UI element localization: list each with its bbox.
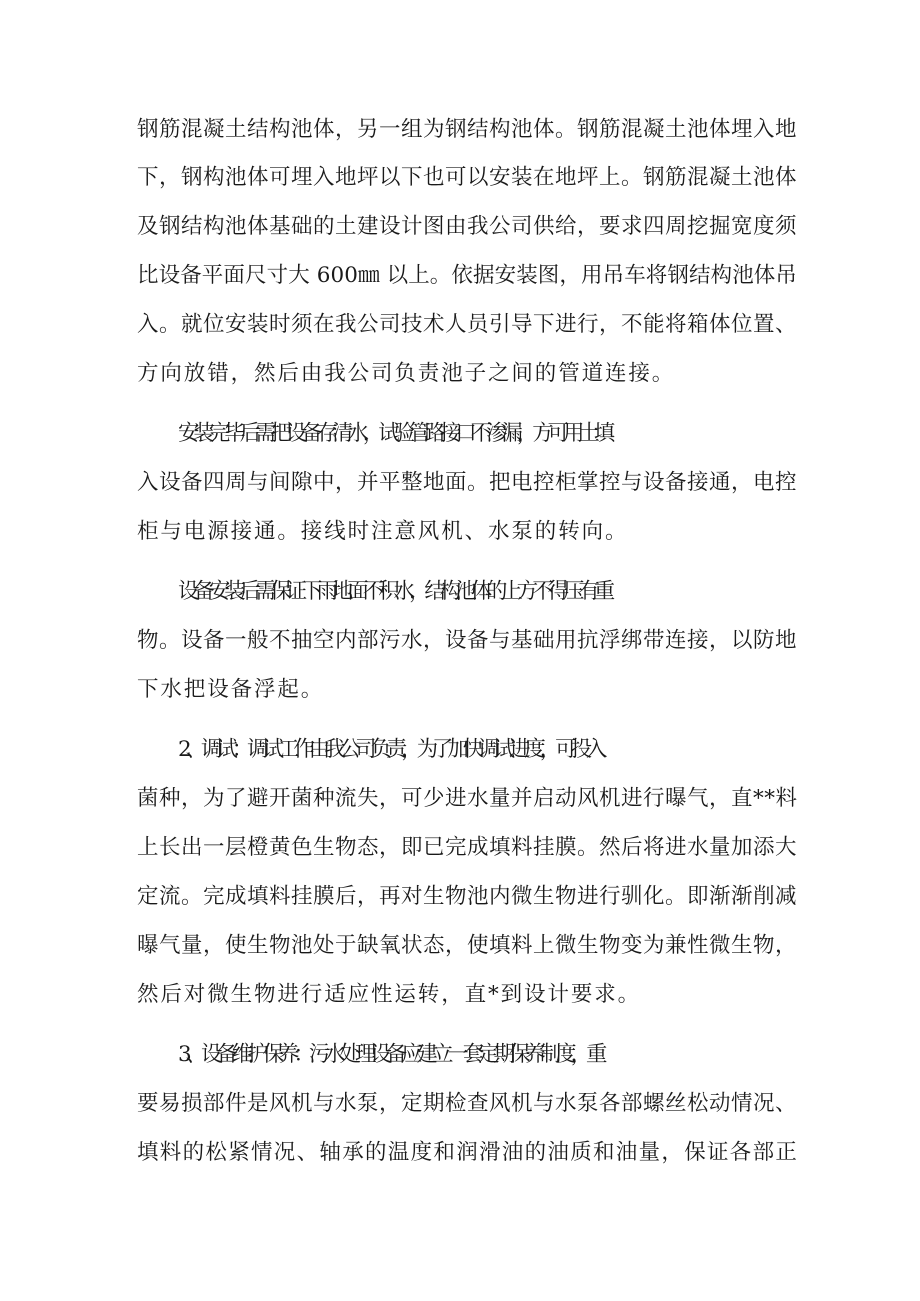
text-line: 入。就位安装时须在我公司技术人员引导下进行，不能将箱体位置、: [137, 312, 798, 337]
text-line: 然后对微生物进行适应性运转，直*到设计要求。: [137, 982, 642, 1007]
text-line: 及钢结构池体基础的土建设计图由我公司供给，要求四周挖掘宽度须: [137, 214, 798, 239]
text-line: 3、设备维护保养：污水处理设备应建立一套定期保养制度，重: [178, 1042, 602, 1067]
text-line: 2、调试：调试工作由我公司负责，为了加快调试进度，可投入: [178, 737, 602, 762]
text-line: 要易损部件是风机与水泵，定期检查风机与水泵各部螺丝松动情况、: [137, 1091, 798, 1116]
text-line: 下水把设备浮起。: [137, 677, 325, 702]
text-line: 下，钢构池体可埋入地坪以下也可以安装在地坪上。钢筋混凝土池体: [137, 165, 798, 190]
text-line: 曝气量，使生物池处于缺氧状态，使填料上微生物变为兼性微生物，: [137, 933, 798, 958]
text-line: 钢筋混凝土结构池体，另一组为钢结构池体。钢筋混凝土池体埋入地: [137, 117, 798, 142]
text-line: 安装完毕后需把设备存清水，试验管路接口不渗漏，方可用土填: [178, 421, 610, 446]
text-line: 设备安装后需保证下雨地面不积水，结构池体的上方不得压有重: [178, 579, 610, 604]
text-line: 入设备四周与间隙中，并平整地面。把电控柜掌控与设备接通，电控: [137, 470, 798, 495]
text-line: 定流。完成填料挂膜后，再对生物池内微生物进行驯化。即渐渐削减: [137, 884, 798, 909]
text-line: 菌种，为了避开菌种流失，可少进水量并启动风机进行曝气，直**料: [137, 786, 798, 811]
text-line: 上长出一层橙黄色生物态，即已完成填料挂膜。然后将进水量加添大: [137, 835, 798, 860]
text-line: 填料的松紧情况、轴承的温度和润滑油的油质和油量，保证各部正: [137, 1140, 799, 1165]
text-line: 方向放错，然后由我公司负责池子之间的管道连接。: [137, 361, 676, 386]
text-line: 柜与电源接通。接线时注意风机、水泵的转向。: [137, 519, 629, 544]
text-line: 物。设备一般不抽空内部污水，设备与基础用抗浮绑带连接，以防地: [137, 628, 798, 653]
text-line: 比设备平面尺寸大 600㎜ 以上。依据安装图，用吊车将钢结构池体吊: [137, 263, 798, 288]
